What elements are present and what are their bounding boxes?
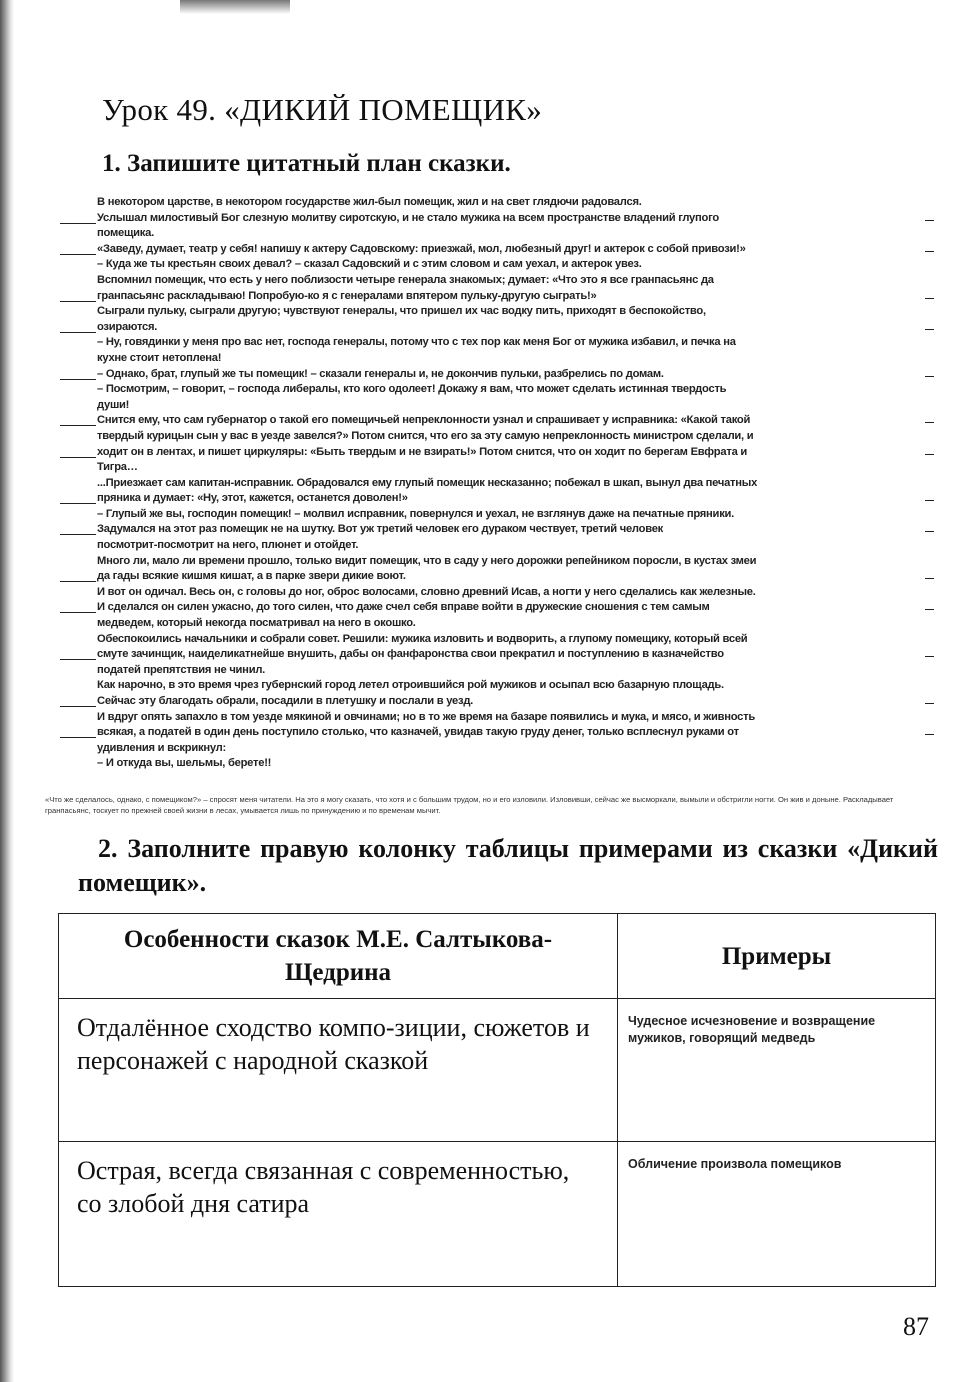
plan-line-text: В некотором царстве, в некотором государстве жил-был помещик, жил и на свет глядючи радовался. — [97, 196, 642, 208]
plan-line — [97, 289, 927, 305]
margin-dash — [925, 454, 934, 455]
plan-line-text: кухне стоит нетоплена! — [97, 351, 222, 364]
plan-line-text: податей препятствия не чинил. — [97, 663, 266, 676]
scan-edge-shadow — [0, 0, 14, 1382]
margin-dash — [925, 376, 934, 377]
plan-line-text: И сделался он силен ужасно, до того силен, что даже счел себя вправе войти в дружеские сношения с тем самым — [97, 601, 710, 614]
scan-top-shadow — [180, 0, 290, 14]
plan-line — [97, 585, 927, 601]
quote-plan — [97, 195, 927, 772]
plan-line-text: помещика. — [97, 227, 154, 240]
plan-line-text: удивления и вскрикнул: — [97, 741, 226, 754]
plan-line-text: ...Приезжает сам капитан-исправник. Обрадовался ему глупый помещик несказанно; побежал в шкап, вынул два печатных — [97, 476, 758, 489]
answer-blank[interactable] — [60, 534, 96, 535]
table-row — [59, 1142, 936, 1287]
plan-line-text: пряника и думает: «Ну, этот, кажется, останется доволен!» — [97, 492, 408, 505]
plan-line — [97, 507, 927, 523]
plan-line — [97, 413, 927, 429]
plan-line-text: ходит он в лентах, и пишет циркуляры: «Быть твердым и не взирать!» Потом снится, что он ходит по берегам Евфрата и — [97, 445, 748, 458]
margin-dash — [925, 656, 934, 657]
lesson-title: Урок 49. «ДИКИЙ ПОМЕЩИК» — [102, 92, 543, 127]
plan-line — [97, 725, 927, 741]
margin-dash — [925, 251, 934, 252]
plan-line-text: И вот он одичал. Весь он, с головы до ног, оброс волосами, словно древний Исав, а ногти у него сделались как железные. — [97, 585, 756, 598]
footnote: «Что же сделалось, однако, с помещиком?» – спросят меня читатели. На это я могу сказать, что хотя и с большим трудом, но и его изловили. Изловивши, сейчас же высморкали, вымыли и обстригли ногти. Он жив и доныне. Раскладывает гранпасьянс, тоскует по прежней своей жизни в лесах, умывается лишь по принуждению и по временам мычит. — [45, 795, 894, 815]
answer-blank[interactable] — [60, 737, 96, 738]
example-cell[interactable]: Чудесное исчезновение и возвращение мужиков, говорящий медведь — [618, 999, 936, 1142]
plan-line-text: Услышал милостивый Бог слезную молитву сиротскую, и не стало мужика на всем пространстве владений глупого — [97, 211, 719, 224]
answer-blank[interactable] — [60, 425, 96, 426]
plan-line — [97, 398, 927, 414]
plan-line — [97, 226, 927, 242]
table-row — [59, 999, 936, 1142]
plan-line-text: – Ну, говядинки у меня про вас нет, господа генералы, потому что с тех пор как меня Бог от мужика избавил, и печка на — [97, 336, 736, 349]
plan-line — [97, 491, 927, 507]
plan-line — [97, 694, 927, 710]
margin-dash — [925, 531, 934, 532]
margin-dash — [925, 298, 934, 299]
plan-line-text: Как нарочно, в это время чрез губернский город летел отроившийся рой мужиков и осыпал всю базарную площадь. — [97, 679, 724, 692]
margin-dash — [925, 734, 934, 735]
page-number: 87 — [903, 1312, 929, 1341]
plan-line-text: – Куда же ты крестьян своих девал? – сказал Садовский и с этим словом и сам уехал, и актерок увез. — [97, 258, 642, 271]
table-header-row — [59, 914, 936, 999]
plan-line — [97, 538, 927, 554]
plan-line-text: – Однако, брат, глупый же ты помещик! – сказали генералы и, не докончив пульки, разбрелись по домам. — [97, 367, 664, 380]
task-1-heading: 1. Запишите цитатный план сказки. — [102, 150, 511, 177]
plan-line-text: Много ли, мало ли времени прошло, только видит помещик, что в саду у него дорожки репейником поросли, в кустах змеи — [97, 554, 757, 567]
plan-line — [97, 522, 927, 538]
plan-line — [97, 710, 927, 726]
feature-cell: Острая, всегда связанная с современностью, со злобой дня сатира — [59, 1142, 618, 1287]
plan-line — [97, 257, 927, 273]
plan-line — [97, 600, 927, 616]
plan-line — [97, 647, 927, 663]
margin-dash — [925, 422, 934, 423]
plan-line — [97, 632, 927, 648]
answer-blank[interactable] — [60, 223, 96, 224]
plan-line-text: Вспомнил помещик, что есть у него поблизости четыре генерала знакомых; думает: «Что это я все гранпасьянс да — [97, 273, 714, 286]
plan-line — [97, 367, 927, 383]
margin-dash — [925, 500, 934, 501]
plan-line-text: медведем, который некогда посматривал на него в окошко. — [97, 617, 416, 630]
answer-blank[interactable] — [60, 581, 96, 582]
plan-line — [97, 195, 927, 211]
plan-line-text: всякая, а податей в один день поступило столько, что казначей, увидав такую груду денег, только всплеснул руками от — [97, 726, 739, 739]
plan-line — [97, 335, 927, 351]
margin-dash — [925, 220, 934, 221]
plan-line — [97, 554, 927, 570]
plan-line — [97, 429, 927, 445]
plan-line — [97, 211, 927, 227]
answer-blank[interactable] — [60, 659, 96, 660]
margin-dash — [925, 329, 934, 330]
task-2-heading: 2. Заполните правую колонку таблицы примерами из сказки «Дикий помещик». — [78, 834, 938, 897]
plan-line-text: – Глупый же вы, господин помещик! – молвил исправник, повернулся и уехал, не взглянув даже на печатные пряники. — [97, 507, 735, 520]
plan-line-text: гранпасьянс раскладываю! Попробую-ко я с генералами впятером пульку-другую сыграть!» — [97, 289, 597, 302]
plan-line-text: смуте зачинщик, наиделикатнейше внушить, дабы он фанфаронства свои прекратил и поступлению в казначейство — [97, 648, 724, 661]
plan-line — [97, 663, 927, 679]
plan-line — [97, 616, 927, 632]
plan-line-text: Тигра… — [97, 461, 138, 474]
plan-line — [97, 569, 927, 585]
plan-line-text: Снится ему, что сам губернатор о такой его помещичьей непреклонности узнал и спрашивает у исправника: «Какой такой — [97, 414, 751, 427]
answer-blank[interactable] — [60, 457, 96, 458]
margin-dash — [925, 609, 934, 610]
margin-dash — [925, 703, 934, 704]
plan-line — [97, 460, 927, 476]
answer-blank[interactable] — [60, 379, 96, 380]
plan-line-text: «Заведу, думает, театр у себя! напишу к актеру Садовскому: приезжай, мол, любезный друг! и актерок с собой привози!» — [97, 242, 746, 255]
plan-line — [97, 741, 927, 757]
plan-line-text: – Посмотрим, – говорит, – господа либералы, кто кого одолеет! Докажу я вам, что может сделать истинная твердость — [97, 383, 727, 396]
plan-line-text: – И откуда вы, шельмы, берете!! — [97, 757, 272, 770]
plan-line — [97, 678, 927, 694]
plan-line-text: Обеспокоились начальники и собрали совет. Решили: мужика изловить и водворить, а глупому помещику, который всей — [97, 632, 748, 645]
plan-line-text: Задумался на этот раз помещик не на шутку. Вот уж третий человек его дураком чествует, третий человек — [97, 523, 664, 536]
plan-line — [97, 476, 927, 492]
plan-line-text: души! — [97, 398, 130, 411]
header-examples: Примеры — [618, 914, 936, 999]
plan-line — [97, 320, 927, 336]
plan-line-text: посмотрит-посмотрит на него, плюнет и отойдет. — [97, 539, 359, 552]
answer-blank[interactable] — [60, 254, 96, 255]
plan-line-text: И вдруг опять запахло в том уезде мякиной и овчинами; но в то же время на базаре появились и мука, и мясо, и живность — [97, 710, 755, 723]
plan-line-text: да гады всякие кишмя кишат, а в парке звери дикие воют. — [97, 570, 406, 583]
answer-blank[interactable] — [60, 706, 96, 707]
plan-line-text: твердый курицын сын у вас в уезде завелся?» Потом снится, что его за эту самую непреклонность министром сделали, и — [97, 429, 754, 442]
answer-blank[interactable] — [60, 332, 96, 333]
plan-line-text: Сейчас эту благодать обрали, посадили в плетушку и послали в уезд. — [97, 695, 474, 707]
plan-line — [97, 351, 927, 367]
margin-dash — [925, 578, 934, 579]
plan-line-text: Сыграли пульку, сыграли другую; чувствуют генералы, что пришел их час водку пить, приходят в беспокойство, — [97, 305, 706, 318]
plan-line-text: озираются. — [97, 320, 158, 333]
plan-line — [97, 304, 927, 320]
example-cell[interactable]: Обличение произвола помещиков — [618, 1142, 936, 1287]
feature-cell: Отдалённое сходство компо-зиции, сюжетов и персонажей с народной сказкой — [59, 999, 618, 1142]
plan-line — [97, 445, 927, 461]
answer-blank[interactable] — [60, 612, 96, 613]
plan-line — [97, 242, 927, 258]
features-table — [58, 913, 936, 1287]
header-features: Особенности сказок М.Е. Салтыкова-Щедрина — [59, 914, 618, 999]
answer-blank[interactable] — [60, 503, 96, 504]
plan-line — [97, 756, 927, 772]
answer-blank[interactable] — [60, 301, 96, 302]
plan-line — [97, 382, 927, 398]
plan-line — [97, 273, 927, 289]
